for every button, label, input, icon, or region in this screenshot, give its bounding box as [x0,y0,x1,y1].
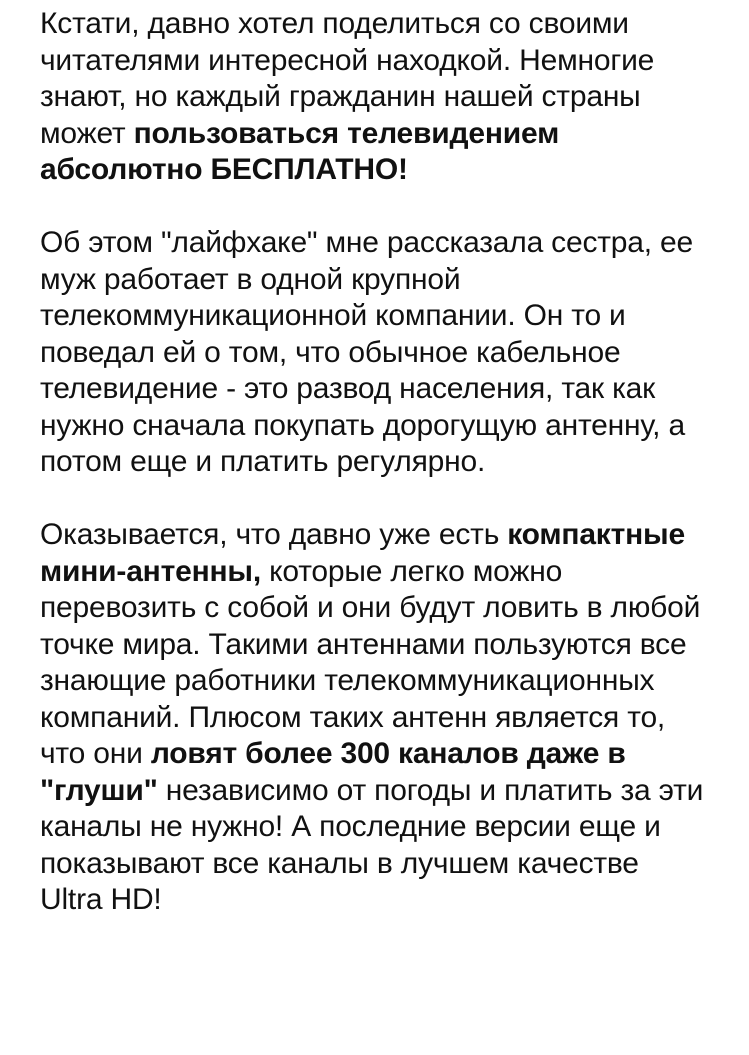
paragraph-intro [40,6,705,189]
sister-story-text: Об этом "лайфхаке" мне рассказала сестра, ее муж работает в одной крупной телекоммуникационной компании. Он то и поведал ей о том, что обычное кабельное телевидение - это развод населения, так как нужно сначала покупать дорогущую антенну, а потом еще и платить регулярно. [40,226,694,478]
paragraph-sister-story [40,225,705,481]
intro-text: Кстати, давно хотел поделиться со своими читателями интересной находкой. Немногие знают, но каждый гражданин нашей страны может [40,7,655,150]
antennas-text-middle: которые легко можно перевозить с собой и они будут ловить в любой точке мира. Такими антеннами пользуются все знающие работники телекоммуникационных компаний. Плюсом таких антенн является то, что они [40,554,701,770]
intro-bold-highlight: пользоваться телевидением абсолютно БЕСПЛАТНО! [40,116,560,186]
article-body [40,6,705,919]
antennas-bold-highlight: компактные мини-антенны, [40,518,685,588]
antennas-text-start: Оказывается, что давно уже есть [40,518,508,551]
channels-bold-highlight: ловят более 300 каналов даже в "глуши" [40,737,626,807]
paragraph-mini-antennas [40,517,705,919]
antennas-text-end: независимо от погоды и платить за эти каналы не нужно! А последние версии еще и показывают все каналы в лучшем качестве Ultra HD! [40,773,704,916]
